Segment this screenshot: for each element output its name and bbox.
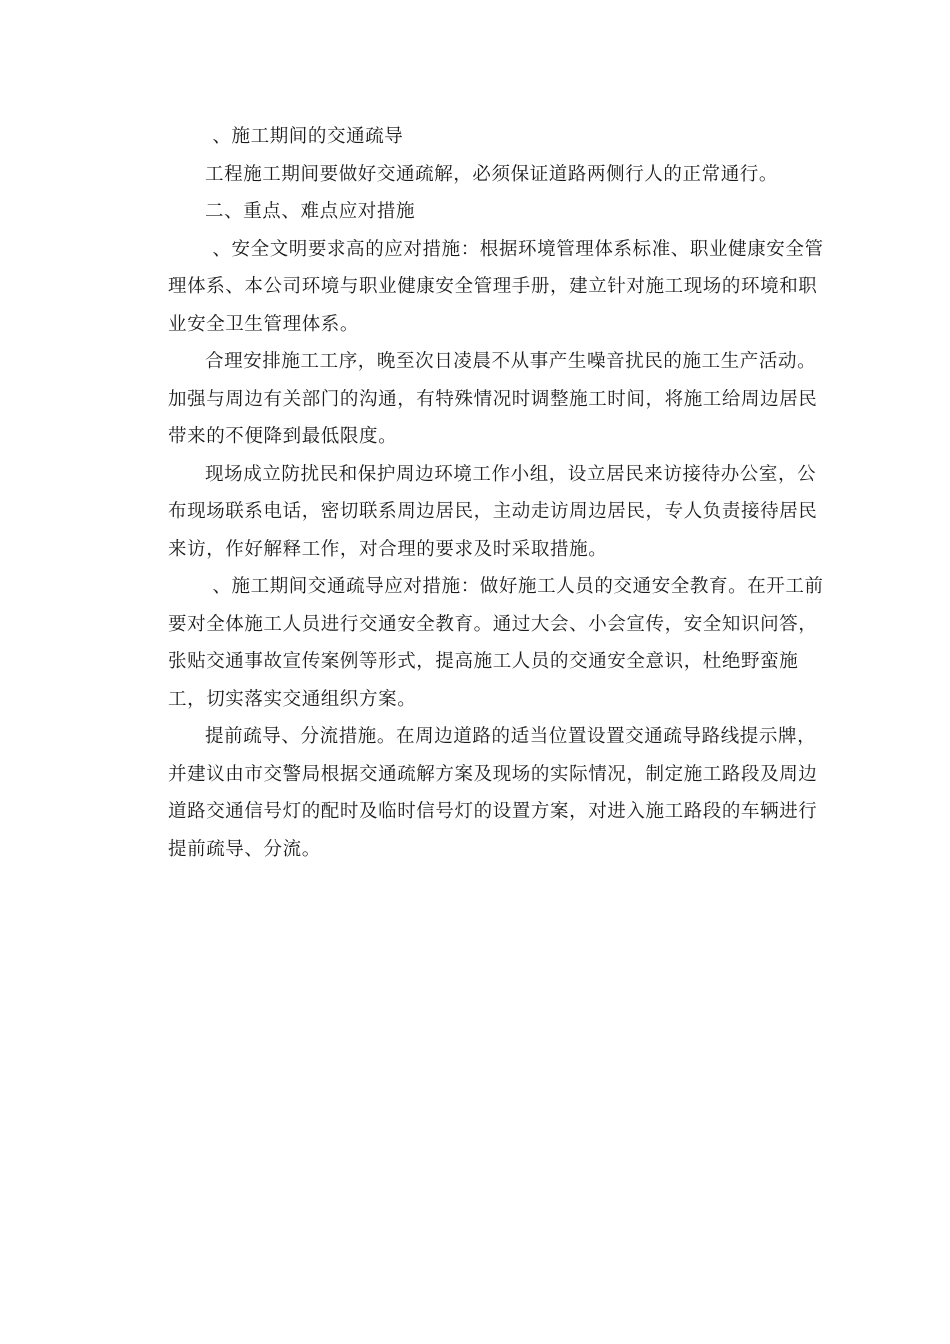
paragraph-resident-relations: 现场成立防扰民和保护周边环境工作小组，设立居民来访接待办公室，公布现场联系电话，密切联系周边居民，主动走访周边居民，专人负责接待居民来访，作好解释工作，对合理的要求及时采取措施。	[168, 463, 818, 560]
paragraph-traffic-requirement: 工程施工期间要做好交通疏解，必须保证道路两侧行人的正常通行。	[205, 163, 779, 185]
paragraph-traffic-measures: 、施工期间交通疏导应对措施：做好施工人员的交通安全教育。在开工前要对全体施工人员进行交通安全教育。通过大会、小会宣传，安全知识问答，张贴交通事故宣传案例等形式，提高施工人员的交通安全意识，杜绝野蛮施工，切实落实交通组织方案。	[168, 576, 824, 710]
paragraph-noise-control: 合理安排施工工序，晚至次日凌晨不从事产生噪音扰民的施工生产活动。加强与周边有关部门的沟通，有特殊情况时调整施工时间，将施工给周边居民带来的不便降到最低限度。	[168, 351, 818, 447]
section-heading-traffic: 、施工期间的交通疏导	[212, 126, 404, 147]
section-heading-key-measures: 二、重点、难点应对措施	[205, 201, 416, 222]
paragraph-safety-measures: 、安全文明要求高的应对措施：根据环境管理体系标准、职业健康安全管理体系、本公司环境与职业健康安全管理手册，建立针对施工现场的环境和职业安全卫生管理体系。	[168, 238, 824, 335]
paragraph-diversion-measures: 提前疏导、分流措施。在周边道路的适当位置设置交通疏导路线提示牌，并建议由市交警局根据交通疏解方案及现场的实际情况，制定施工路段及周边道路交通信号灯的配时及临时信号灯的设置方案，对进入施工路段的车辆进行提前疏导、分流。	[168, 726, 818, 860]
document-body	[168, 118, 828, 868]
